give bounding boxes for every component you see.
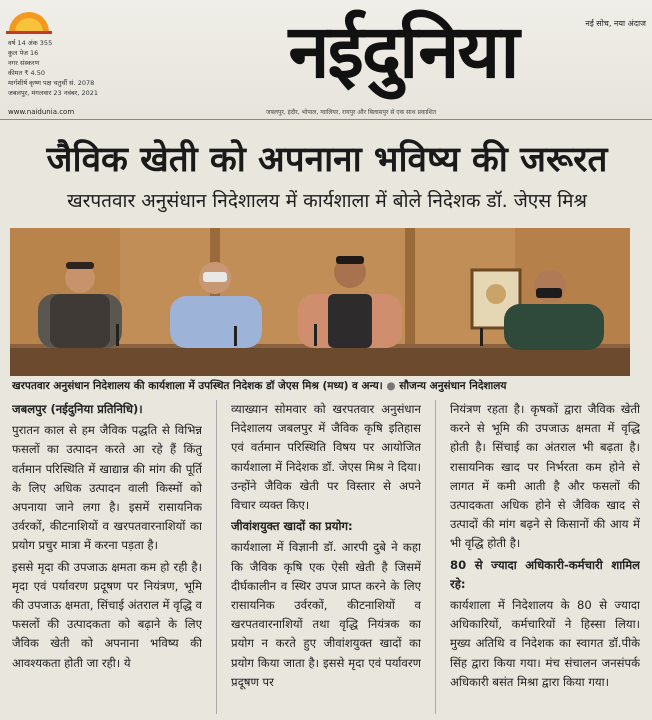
- website-link[interactable]: www.naidunia.com: [8, 108, 75, 116]
- dateline: जबलपुर (नईदुनिया प्रतिनिधि)।: [12, 402, 143, 416]
- article-headline: जैविक खेती को अपनाना भविष्य की जरूरत: [46, 140, 608, 180]
- meta-line: कीमत ₹ 4.50: [8, 69, 46, 77]
- caption-separator: ●: [386, 380, 396, 392]
- photo-caption: [12, 379, 632, 393]
- column-divider: [216, 400, 217, 714]
- paragraph: इससे मृदा की उपजाऊ क्षमता कम हो रही है। मृदा एवं पर्यावरण प्रदूषण पर नियंत्रण, भूमि की उपजाऊ क्षमता, सिंचाई अंतराल में वृद्धि व फसलों की उत्पादकता को बढ़ाने के लिए जैविक खेती को अपनाना भविष्य की आवश्यकता होती जा रही। ये: [12, 559, 202, 670]
- meta-line: नगर संस्करण: [8, 59, 40, 67]
- article-column-3: [450, 400, 640, 714]
- article-column-1: [12, 400, 202, 714]
- paragraph: पुरातन काल से हम जैविक पद्धति से विभिन्न फसलों का उत्पादन करते आ रहे हैं किंतु वर्तमान परिस्थिति में खाद्यान्न की मांग की पूर्ति के लिए अधिक उत्पादन वाली किस्मों को अपनाया जाने लगा है। इसमें रासायनिक उर्वरकों, कीटनाशियों व खरपतवारनाशियों का प्रयोग प्रचुर मात्रा में करना पड़ता है।: [12, 423, 202, 553]
- paragraph: व्याख्यान सोमवार को खरपतवार अनुसंधान निदेशालय जबलपुर में जैविक कृषि इतिहास एवं वर्तमान परिस्थिति विषय पर आयोजित कार्यशाला में निदेशक डॉ. जेएस मिश्र ने दिया। उन्होंने जैविक खेती पर विस्तार से अपने विचार व्यक्त किए।: [231, 402, 421, 513]
- meta-line: कुल पेज 16: [8, 49, 39, 57]
- meta-line: वर्ष 14 अंक 355: [8, 39, 53, 47]
- paragraph: कार्यशाला में विज्ञानी डॉ. आरपी दुबे ने कहा कि जैविक कृषि एक ऐसी खेती है जिसमें दीर्घकालीन व स्थिर उपज प्राप्त करने के लिए रासायनिक उर्वरकों, कीटनाशियों व खरपतवारनाशियों तथा वृद्धि नियंत्रक का प्रयोग न करते हुए जीवांशयुक्त खादों का प्रयोग किया जाता है। इससे मृदा एवं पर्यावरण प्रदूषण पर: [231, 540, 421, 689]
- article-body: [12, 400, 640, 714]
- article-subheadline: खरपतवार अनुसंधान निदेशालय में कार्यशाला में बोले निदेशक डॉ. जेएस मिश्र: [67, 190, 587, 212]
- article-column-2: [231, 400, 421, 714]
- meta-line: जबलपुर, मंगलवार 23 नवंबर, 2021: [8, 89, 99, 97]
- caption-text: खरपतवार अनुसंधान निदेशालय की कार्यशाला में उपस्थित निदेशक डॉ जेएस मिश्र (मध्य) व अन्य।: [12, 380, 383, 392]
- paragraph: कार्यशाला में निदेशालय के 80 से ज्यादा अधिकारियों, कर्मचारियों ने हिस्सा लिया। मुख्य अतिथि व निदेशक का स्वागत डॉ.पीके सिंह द्वारा किया गया। मंच संचालन जनसंपर्क अधिकारी बसंत मिश्रा द्वारा किया गया।: [450, 598, 640, 689]
- edition-meta: [8, 38, 148, 98]
- tagline: नई सोच, नया अंदाज: [585, 19, 646, 28]
- caption-credit: सौजन्य अनुसंधान निदेशालय: [399, 380, 507, 392]
- column-divider: [435, 400, 436, 714]
- masthead-divider: [0, 119, 652, 120]
- article-photo: [10, 228, 630, 376]
- newspaper-name: नईदुनिया: [288, 9, 518, 95]
- masthead: [0, 0, 652, 120]
- paragraph: नियंत्रण रहता है। कृषकों द्वारा जैविक खेती करने से भूमि की उपजाऊ क्षमता में वृद्धि होती है। सिंचाई का अंतराल भी बढ़ता है। रासायनिक खाद पर निर्भरता कम होने से लागत में कमी आती है और फसलों की उत्पादकता अधिक होने से जैविक खाद से उत्पादों की मांग बढ़ने से किसानों की आय में भी वृद्धि होती है।: [450, 402, 640, 551]
- section-subhead: जीवांशयुक्त खादों का प्रयोग:: [231, 519, 353, 534]
- edition-cities: जबलपुर, इंदौर, भोपाल, ग्वालियर, रायपुर और बिलासपुर से एक साथ प्रकाशित: [266, 109, 437, 116]
- meta-line: मार्गशीर्ष कृष्ण पक्ष चतुर्थी सं. 2078: [8, 79, 95, 87]
- sunrise-logo-icon: [6, 6, 52, 34]
- section-subhead: 80 से ज्यादा अधिकारी-कर्मचारी शामिल रहे:: [450, 557, 640, 591]
